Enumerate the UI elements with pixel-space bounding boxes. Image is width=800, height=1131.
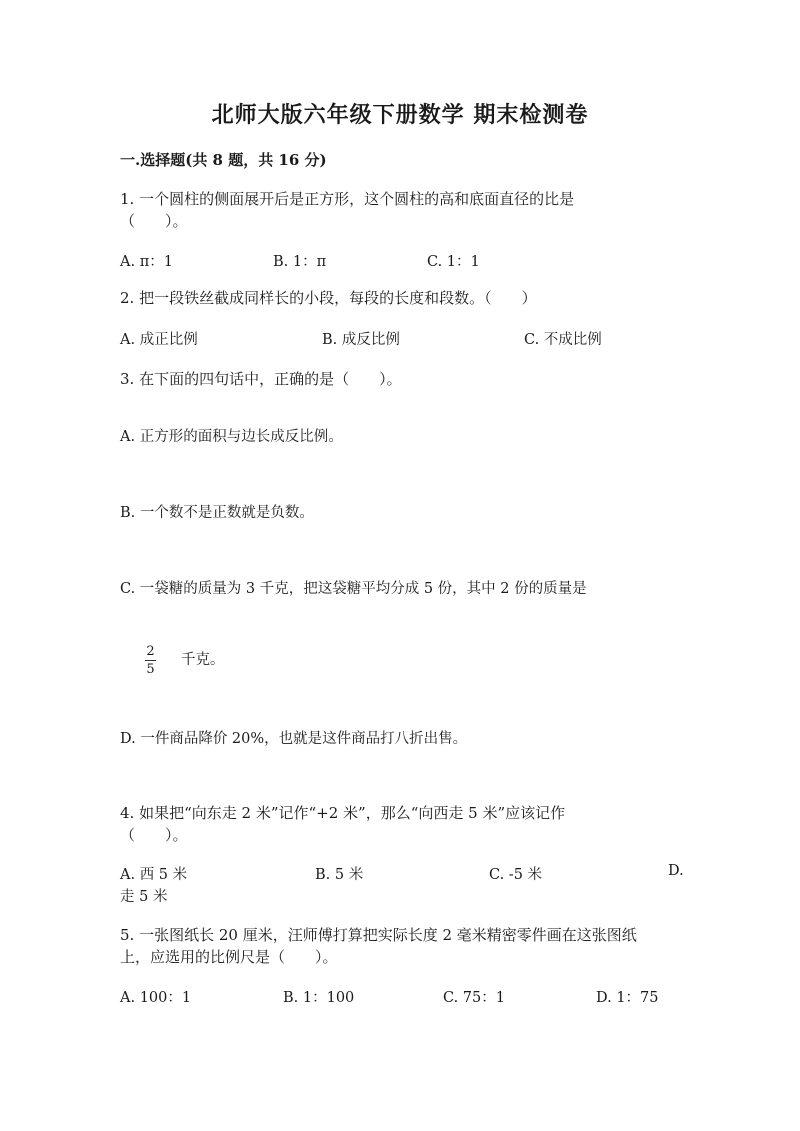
question-5-option-c: C. 75：1: [443, 990, 505, 1006]
question-3-text: 3. 在下面的四句话中，正确的是（ ）。: [120, 370, 402, 388]
question-1-option-c: C. 1：1: [427, 254, 480, 270]
question-4-option-a: A. 西 5 米: [120, 867, 188, 883]
question-5-text-cont: 上，应选用的比例尺是（ ）。: [120, 948, 338, 966]
question-5-text: 5. 一张图纸长 20 厘米，汪师傅打算把实际长度 2 毫米精密零件画在这张图纸: [120, 926, 637, 944]
question-4-option-b: B. 5 米: [315, 867, 364, 883]
question-5-option-b: B. 1：100: [283, 990, 355, 1006]
question-2-option-a: A. 成正比例: [120, 332, 198, 348]
question-2-option-b: B. 成反比例: [322, 332, 400, 348]
question-1-option-a: A. π：1: [120, 254, 173, 270]
question-2-option-c: C. 不成比例: [524, 332, 602, 348]
fraction-numerator: 2: [146, 644, 155, 659]
question-3-option-c: C. 一袋糖的质量为 3 千克，把这袋糖平均分成 5 份，其中 2 份的质量是: [120, 581, 587, 597]
question-4-option-c: C. -5 米: [489, 867, 543, 883]
fraction-2-5: [145, 640, 156, 676]
question-3-option-b: B. 一个数不是正数就是负数。: [120, 505, 314, 521]
question-1-blank: （ ）。: [120, 212, 188, 230]
question-4-option-d: D.: [668, 863, 684, 879]
fraction-bar: [145, 660, 156, 661]
question-3-option-a: A. 正方形的面积与边长成反比例。: [120, 429, 343, 445]
question-1-option-b: B. 1：π: [273, 254, 327, 270]
question-1-text: 1. 一个圆柱的侧面展开后是正方形，这个圆柱的高和底面直径的比是: [120, 190, 575, 208]
question-5-option-d: D. 1：75: [596, 990, 659, 1006]
section-heading: 一.选择题(共 8 题，共 16 分): [120, 151, 327, 169]
question-4-option-d-wrap: 走 5 米: [120, 889, 168, 905]
exam-title: 北师大版六年级下册数学 期末检测卷: [211, 102, 589, 128]
question-3-option-c-unit: 千克。: [181, 652, 225, 668]
question-5-option-a: A. 100：1: [120, 990, 192, 1006]
question-4-text: 4. 如果把“向东走 2 米”记作“+2 米”，那么“向西走 5 米”应该记作: [120, 804, 566, 822]
question-2-text: 2. 把一段铁丝截成同样长的小段，每段的长度和段数。（ ）: [120, 289, 537, 307]
question-4-blank: （ ）。: [120, 826, 188, 844]
fraction-denominator: 5: [146, 662, 155, 677]
question-3-option-d: D. 一件商品降价 20%，也就是这件商品打八折出售。: [120, 731, 468, 747]
